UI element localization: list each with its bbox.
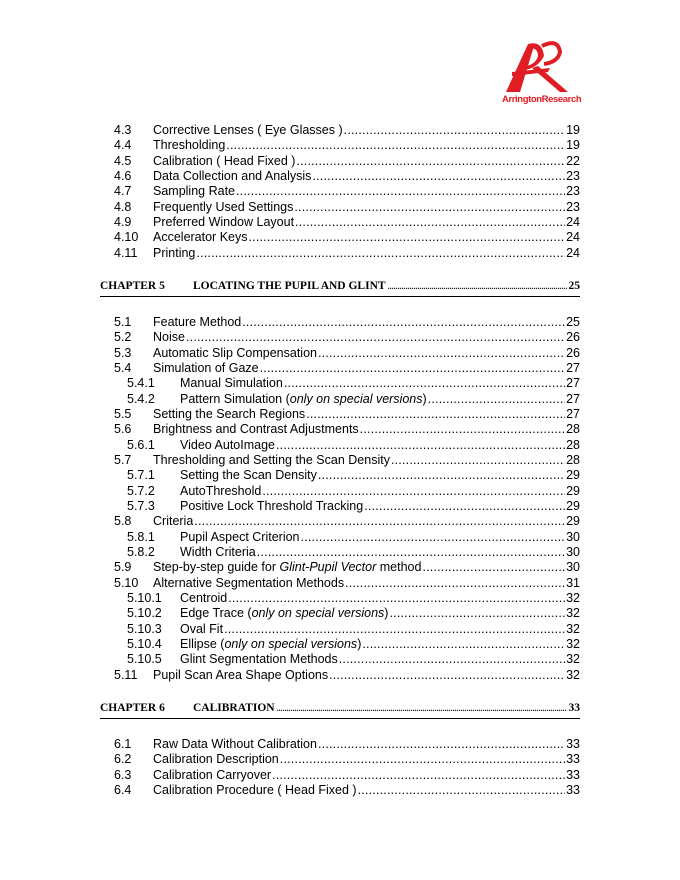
toc-row[interactable]: 4.3 Corrective Lenses ( Eye Glasses ) ..... 19 bbox=[114, 123, 580, 138]
toc-row[interactable]: 5.6 Brightness and Contrast Adjustments ..... 28 bbox=[114, 422, 580, 437]
toc-row[interactable]: 4.10 Accelerator Keys ..... 24 bbox=[114, 230, 580, 245]
toc-row[interactable]: 5.10.5 Glint Segmentation Methods ..... 32 bbox=[127, 652, 580, 667]
toc-row[interactable]: 5.9 Step-by-step guide for Glint-Pupil Vector method ..... 30 bbox=[114, 560, 580, 575]
toc-row[interactable]: 4.11 Printing ..... 24 bbox=[114, 246, 580, 261]
toc-row[interactable]: 5.10 Alternative Segmentation Methods ..... 31 bbox=[114, 576, 580, 591]
toc-row[interactable]: 5.10.4 Ellipse (only on special versions) ..... 32 bbox=[127, 637, 580, 652]
toc-row[interactable]: 4.7 Sampling Rate ..... 23 bbox=[114, 184, 580, 199]
toc-row[interactable]: 6.3 Calibration Carryover ..... 33 bbox=[114, 768, 580, 783]
toc-row[interactable]: 5.7.2 AutoThreshold ..... 29 bbox=[127, 484, 580, 499]
toc-row[interactable]: 4.9 Preferred Window Layout ..... 24 bbox=[114, 215, 580, 230]
chapter-6-heading[interactable]: CHAPTER 6 CALIBRATION ..... 33 bbox=[100, 702, 580, 719]
chapter-5-heading[interactable]: CHAPTER 5 LOCATING THE PUPIL AND GLINT ..... 25 bbox=[100, 280, 580, 297]
toc-row[interactable]: 5.4.2 Pattern Simulation (only on special versions) ..... 27 bbox=[127, 392, 580, 407]
arrington-research-logo bbox=[498, 38, 582, 112]
toc-row[interactable]: 5.7.1 Setting the Scan Density ..... 29 bbox=[127, 468, 580, 483]
logo-wordmark: ArringtonResearch bbox=[502, 94, 582, 105]
toc-row[interactable]: 5.10.3 Oval Fit ..... 32 bbox=[127, 622, 580, 637]
toc-row[interactable]: 4.6 Data Collection and Analysis ..... 23 bbox=[114, 169, 580, 184]
toc-row[interactable]: 5.4.1 Manual Simulation ..... 27 bbox=[127, 376, 580, 391]
toc-row[interactable]: 5.5 Setting the Search Regions ..... 27 bbox=[114, 407, 580, 422]
toc-row[interactable]: 5.8.2 Width Criteria ..... 30 bbox=[127, 545, 580, 560]
toc-row[interactable]: 5.11 Pupil Scan Area Shape Options ..... 32 bbox=[114, 668, 580, 683]
toc-row[interactable]: 5.4 Simulation of Gaze ..... 27 bbox=[114, 361, 580, 376]
toc-row[interactable]: 5.7 Thresholding and Setting the Scan Density ..... 28 bbox=[114, 453, 580, 468]
toc-row[interactable]: 4.4 Thresholding ..... 19 bbox=[114, 138, 580, 153]
toc-row[interactable]: 5.8 Criteria ..... 29 bbox=[114, 514, 580, 529]
toc-row[interactable]: 5.10.2 Edge Trace (only on special versions) ..... 32 bbox=[127, 606, 580, 621]
toc-row[interactable]: 5.1 Feature Method ..... 25 bbox=[114, 315, 580, 330]
toc-row[interactable]: 6.2 Calibration Description ..... 33 bbox=[114, 752, 580, 767]
toc-row[interactable]: 5.3 Automatic Slip Compensation ..... 26 bbox=[114, 346, 580, 361]
toc-row[interactable]: 6.4 Calibration Procedure ( Head Fixed ) ..... 33 bbox=[114, 783, 580, 798]
toc-row[interactable]: 6.1 Raw Data Without Calibration ..... 33 bbox=[114, 737, 580, 752]
toc-row[interactable]: 5.8.1 Pupil Aspect Criterion ..... 30 bbox=[127, 530, 580, 545]
toc-row[interactable]: 5.6.1 Video AutoImage ..... 28 bbox=[127, 438, 580, 453]
ar-monogram-icon bbox=[498, 38, 582, 96]
toc-row[interactable]: 5.7.3 Positive Lock Threshold Tracking ..... 29 bbox=[127, 499, 580, 514]
toc-row[interactable]: 5.10.1 Centroid ..... 32 bbox=[127, 591, 580, 606]
toc-row[interactable]: 4.5 Calibration ( Head Fixed ) ..... 22 bbox=[114, 154, 580, 169]
toc-row[interactable]: 4.8 Frequently Used Settings ..... 23 bbox=[114, 200, 580, 215]
toc-row[interactable]: 5.2 Noise ..... 26 bbox=[114, 330, 580, 345]
